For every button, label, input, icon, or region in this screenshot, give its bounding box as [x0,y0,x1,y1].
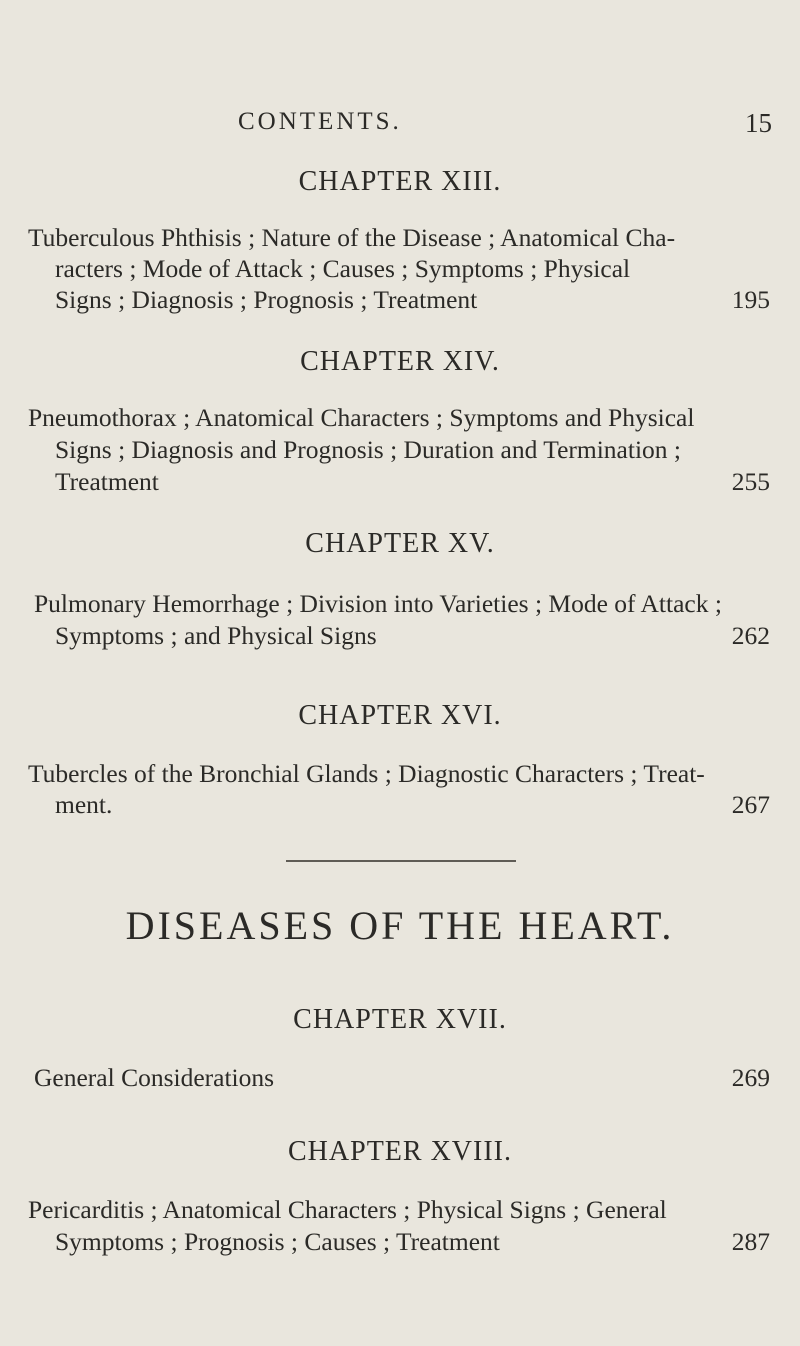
entry-line: General Considerations [34,1063,275,1092]
chapter-heading: CHAPTER XIV. [300,346,500,377]
chapter-heading: CHAPTER XVI. [298,700,502,731]
entry-line: Tuberculous Phthisis ; Nature of the Disease ; Anatomical Cha- [28,223,676,252]
folio-number: 15 [745,108,772,138]
entry-line: Pneumothorax ; Anatomical Characters ; Symptoms and Physical [28,403,695,432]
page-number: 269 [731,1063,770,1092]
page-number: 255 [731,467,770,496]
entry-line: ment. [55,790,113,819]
page-number: 262 [731,621,770,650]
entry-line: Pericarditis ; Anatomical Characters ; Physical Signs ; General [28,1195,667,1224]
chapter-heading: CHAPTER XVII. [293,1004,507,1035]
page-number: 287 [731,1227,770,1256]
entry-line: Signs ; Diagnosis ; Prognosis ; Treatment [55,285,478,314]
chapter-heading: CHAPTER XIII. [298,166,502,197]
entry-line: Signs ; Diagnosis and Prognosis ; Duration and Termination ; [55,435,682,464]
entry-line: Symptoms ; and Physical Signs [55,621,377,650]
chapter-heading: CHAPTER XV. [305,528,495,559]
section-title: DISEASES OF THE HEART. [125,903,675,948]
entry-line: Treatment [55,467,159,496]
chapter-heading: CHAPTER XVIII. [288,1136,512,1167]
entry-line: Pulmonary Hemorrhage ; Division into Varieties ; Mode of Attack ; [34,589,722,618]
page-number: 267 [731,790,770,819]
entry-line: Symptoms ; Prognosis ; Causes ; Treatment [55,1227,500,1256]
running-head-title: CONTENTS. [238,108,402,135]
section-divider [286,860,516,862]
entry-line: racters ; Mode of Attack ; Causes ; Symptoms ; Physical [55,254,631,283]
page-number: 195 [731,285,770,314]
entry-line: Tubercles of the Bronchial Glands ; Diagnostic Characters ; Treat- [28,759,705,788]
running-head [238,108,772,136]
